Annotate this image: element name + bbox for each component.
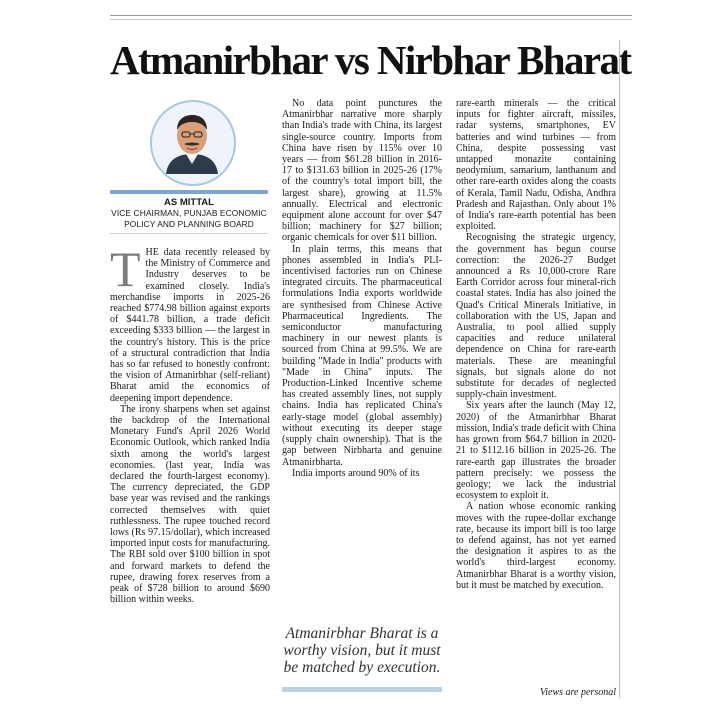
article-column-3 bbox=[456, 98, 616, 591]
top-rule-secondary bbox=[110, 19, 632, 20]
paragraph: Six years after the launch (May 12, 2020) of the Atmanirbhar Bharat mission, India's trade deficit with China has grown from $64.7 billion in 2020-21 to $112.16 billion in 2025-26. The rare-earth gap illustrates the broader pattern precisely: we possess the geology; we lack the industrial ecosystem to exploit it. bbox=[456, 400, 616, 502]
signoff-note: Views are personal bbox=[539, 687, 616, 698]
paragraph: THE data recently released by the Ministry of Commerce and Industry deserves to be examined closely. India's merchandise imports in 2025-26 reached $774.98 billion against exports of $441.78 billion, a trade deficit exceeding $333 billion — the largest in the country's history. This is the price of a structural contradiction that India has so far refused to honestly confront: the vision of Atmanirbhar (self-reliant) Bharat amid the economics of deepening import dependence. bbox=[110, 241, 270, 404]
pull-quote-bar bbox=[282, 687, 442, 692]
paragraph: rare-earth minerals — the critical inputs for fighter aircraft, missiles, radar systems, smartphones, EV batteries and wind turbines — from China, despite possessing vast untapped monazite containing neodymium, samarium, lanthanum and other rare-earth oxides along the coasts of Kerala, Tamil Nadu, Odisha, Andhra Pradesh and Rajasthan. Only about 1% of India's rare-earth potential has been exploited. bbox=[456, 98, 616, 233]
author-accent-bar bbox=[110, 190, 268, 194]
paragraph: India imports around 90% of its bbox=[292, 467, 420, 479]
headline: Atmanirbhar vs Nirbhar Bharat bbox=[110, 37, 631, 83]
paragraph: In plain terms, this means that phones assembled in India's PLI-incentivised factories run on Chinese integrated circuits. The pharmaceutical formulations India exports worldwide are synthesised from Chinese Active Pharmaceutical Ingredients. The semiconductor manufacturing machinery in our newest plants is sourced from China at 99.5%. We are building "Made in India" products with "Made in China" inputs. The Production-Linked Incentive scheme has created assembly lines, not supply chains. India has replicated China's early-stage model (global assembly) without executing its deeper stage (supply chain ownership). That is the gap between Nirbharta and genuine Atmanirbharta. bbox=[282, 243, 442, 468]
paragraph: A nation whose economic ranking moves with the rupee-dollar exchange rate, because its import bill is too large to defend against, has not yet earned the designation it aspires to as the world's third-largest economy. Atmanirbhar Bharat is a worthy vision, but it must be matched by execution. bbox=[456, 501, 616, 591]
top-rule bbox=[110, 15, 632, 16]
article-column-1 bbox=[110, 241, 270, 606]
paragraph: No data point punctures the Atmanirbhar narrative more sharply than India's trade with China, its largest single-source country. Imports from China have risen by 115% over 10 years — from $61.28 billion in 2016-17 to $131.63 billion in 2025-26 (17% of the country's total import bill, the largest share), growing at 11.5% annually. Electrical and electronic equipment alone account for over $47 billion; machinery for $27 billion; organic chemicals for over $11 billion. bbox=[282, 98, 442, 244]
author-divider bbox=[110, 233, 268, 234]
drop-cap: T bbox=[110, 241, 141, 297]
pull-quote: Atmanirbhar Bharat is a worthy vision, but it must be matched by execution. bbox=[283, 625, 441, 676]
right-column-rule bbox=[619, 40, 620, 698]
article-column-2 bbox=[282, 98, 442, 479]
paragraph: The irony sharpens when set against the backdrop of the International Monetary Fund's April 2026 World Economic Outlook, which ranked India sixth among the world's largest economies. (last year, India was declared the fourth-largest economy). The currency depreciated, the GDP base year was revised and the rankings corrected themselves with quiet ruthlessness. The rupee touched record lows (Rs 97.15/dollar), which increased imported input costs for manufacturing. The RBI sold over $100 billion in spot and forward markets to defend the rupee, drawing forex reserves from a peak of $728 billion to around $690 billion within weeks. bbox=[110, 403, 270, 606]
author-role: VICE CHAIRMAN, PUNJAB ECONOMIC POLICY AND PLANNING BOARD bbox=[111, 208, 267, 229]
paragraph: Recognising the strategic urgency, the government has begun course correction: the 2026-27 Budget announced a Rs 10,000-crore Rare Earth Corridor across four mineral-rich coastal states. India has also joined the Quad's Critical Minerals Initiative, in collaboration with the US, Japan and Australia, to pool allied supply capacities and reduce unilateral dependence on China for rare-earth materials. These are meaningful signals, but signals alone do not substitute for decades of neglected supply-chain investment. bbox=[456, 232, 616, 401]
author-portrait-icon bbox=[162, 110, 222, 174]
author-name: AS MITTAL bbox=[164, 197, 214, 208]
